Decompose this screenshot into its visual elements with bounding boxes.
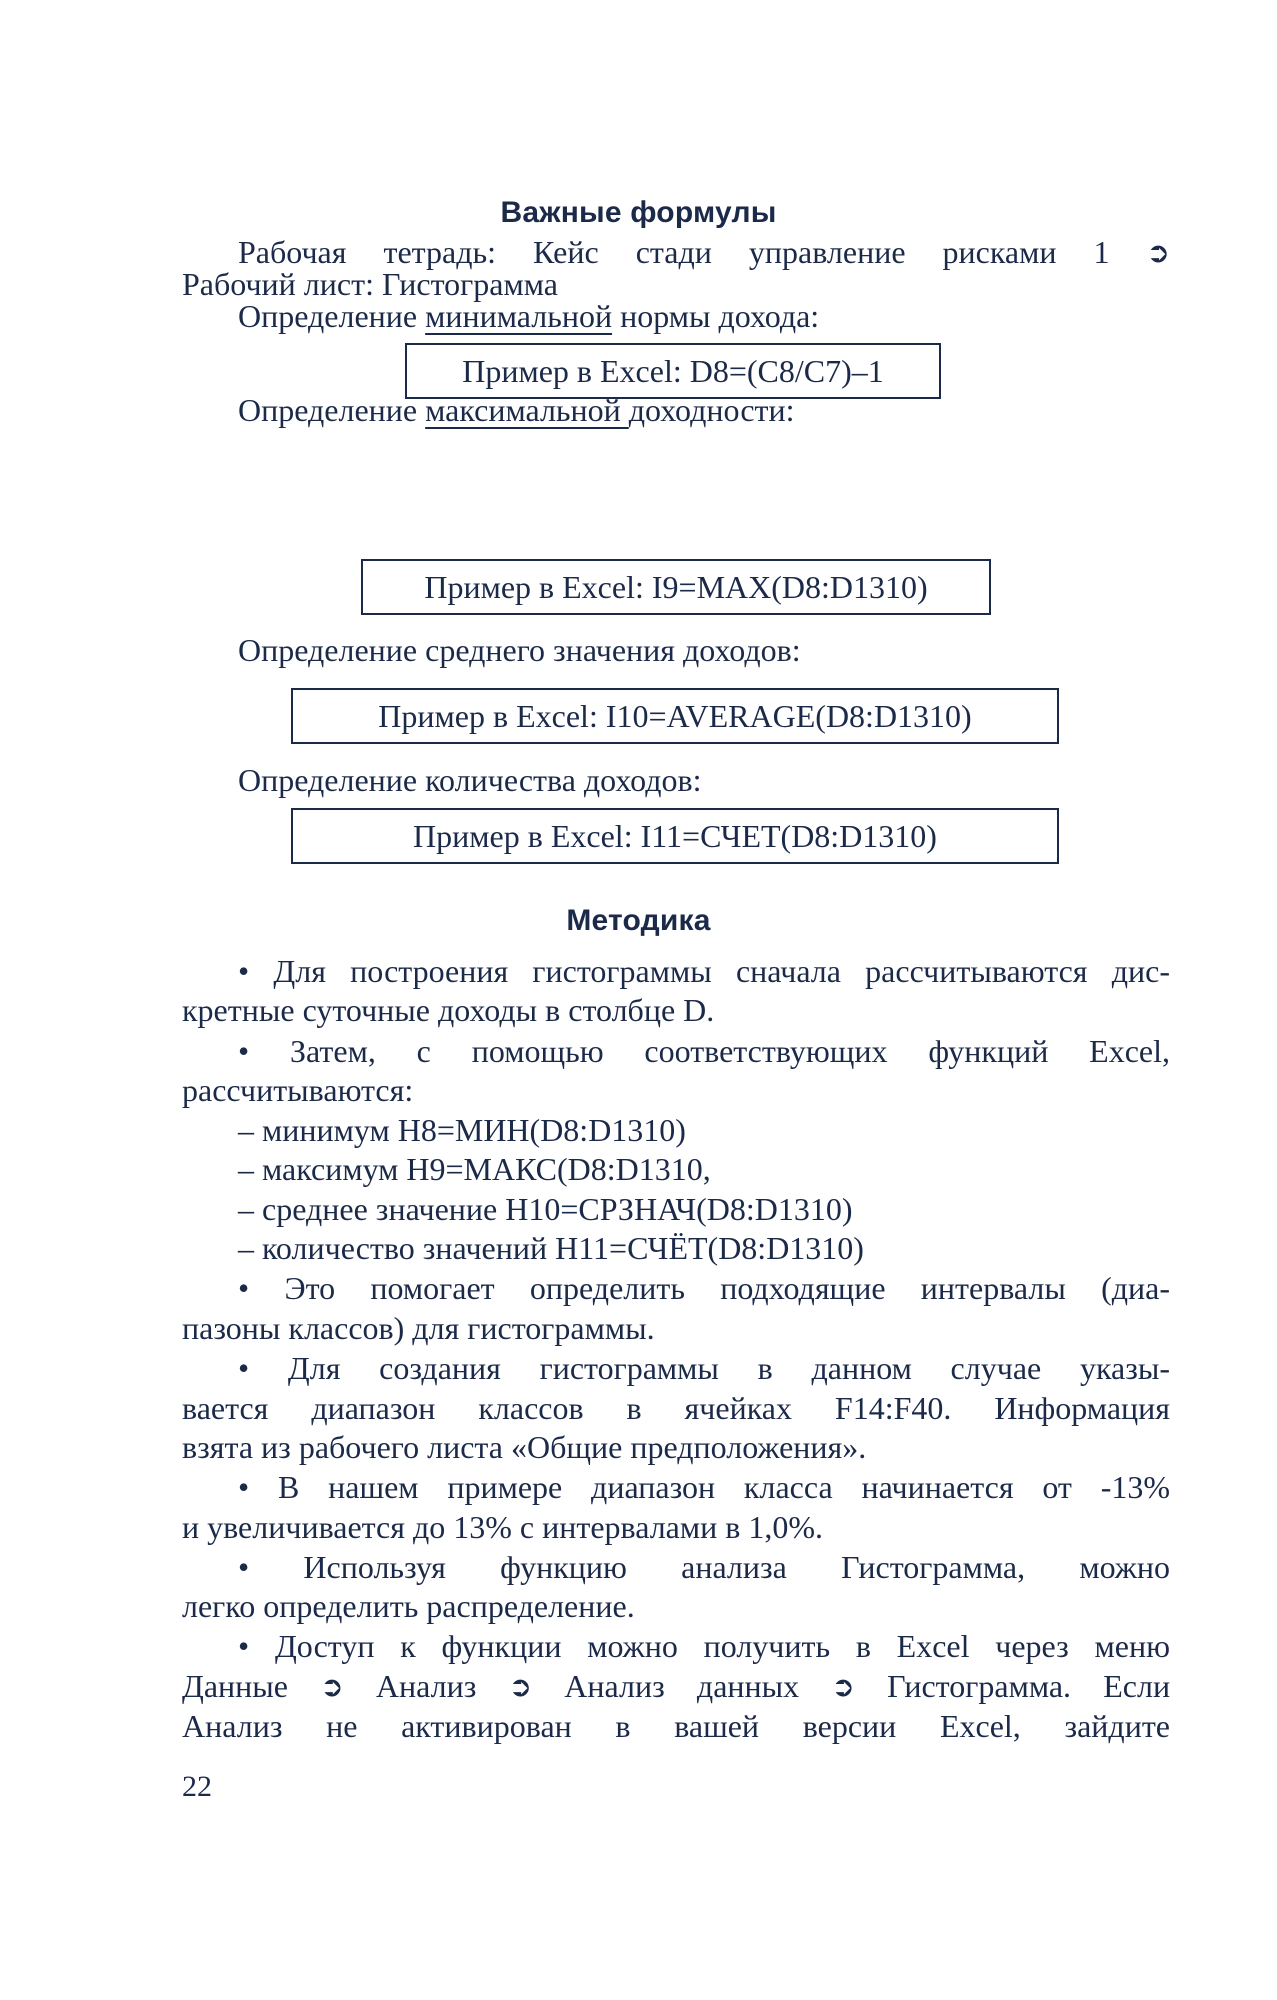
- paragraph-7-line-3: Анализ не активирован в вашей версии Excel, зайдите: [182, 1708, 1170, 1744]
- paragraph-7-line-2: Данные ➲ Анализ ➲ Анализ данных ➲ Гистограмма. Если: [182, 1666, 1170, 1708]
- arrow-icon: ➲: [1146, 236, 1171, 269]
- paragraph-5-line-2: и увеличивается до 13% с интервалами в 1,0%.: [182, 1509, 824, 1545]
- paragraph-6-line-2: легко определить распределение.: [182, 1588, 635, 1624]
- list-item: – среднее значение H10=СРЗНАЧ(D8:D1310): [238, 1191, 853, 1227]
- paragraph-7-line-1: • Доступ к функции можно получить в Excel через меню: [238, 1628, 1170, 1664]
- formula-box-min: Пример в Excel: D8=(C8/C7)–1: [405, 343, 941, 399]
- list-item: – максимум H9=МАКС(D8:D1310,: [238, 1151, 711, 1187]
- paragraph-6-line-1: • Используя функцию анализа Гистограмма, можно: [238, 1549, 1170, 1585]
- definition-min: Определение минимальной нормы дохода:: [238, 298, 820, 334]
- arrow-icon: ➲: [831, 1670, 855, 1703]
- paragraph-1-line-2: кретные суточные доходы в столбце D.: [182, 992, 715, 1028]
- workbook-line: Рабочая тетрадь: Кейс стади управление рисками 1 ➲: [238, 232, 1170, 274]
- page-number: 22: [182, 1770, 212, 1803]
- paragraph-1-line-1: • Для построения гистограммы сначала рассчитываются дис-: [238, 953, 1170, 989]
- formula-box-average: Пример в Excel: I10=AVERAGE(D8:D1310): [291, 688, 1059, 744]
- definition-average: Определение среднего значения доходов:: [238, 632, 801, 668]
- paragraph-2-line-1: • Затем, с помощью соответствующих функций Excel,: [238, 1033, 1170, 1069]
- arrow-icon: ➲: [508, 1670, 533, 1703]
- worksheet-line: Рабочий лист: Гистограмма: [182, 266, 558, 302]
- paragraph-5-line-1: • В нашем примере диапазон класса начинается от -13%: [238, 1469, 1170, 1505]
- paragraph-4-line-3: взята из рабочего листа «Общие предположения».: [182, 1429, 867, 1465]
- list-item: – минимум H8=МИН(D8:D1310): [238, 1112, 686, 1148]
- paragraph-4-line-1: • Для создания гистограммы в данном случае указы-: [238, 1350, 1170, 1386]
- arrow-icon: ➲: [320, 1670, 344, 1703]
- heading-methodology: Методика: [566, 904, 711, 937]
- list-item: – количество значений H11=СЧЁТ(D8:D1310): [238, 1230, 864, 1266]
- formula-box-count: Пример в Excel: I11=СЧЕТ(D8:D1310): [291, 808, 1059, 864]
- definition-max: Определение максимальной доходности:: [238, 392, 795, 428]
- paragraph-3-line-1: • Это помогает определить подходящие интервалы (диа-: [238, 1270, 1170, 1306]
- paragraph-2-line-2: рассчитываются:: [182, 1072, 414, 1108]
- definition-count: Определение количества доходов:: [238, 762, 702, 798]
- heading-important-formulas: Важные формулы: [500, 196, 777, 229]
- paragraph-3-line-2: пазоны классов) для гистограммы.: [182, 1310, 655, 1346]
- paragraph-4-line-2: вается диапазон классов в ячейках F14:F40. Информация: [182, 1390, 1170, 1426]
- formula-box-max: Пример в Excel: I9=MAX(D8:D1310): [361, 559, 991, 615]
